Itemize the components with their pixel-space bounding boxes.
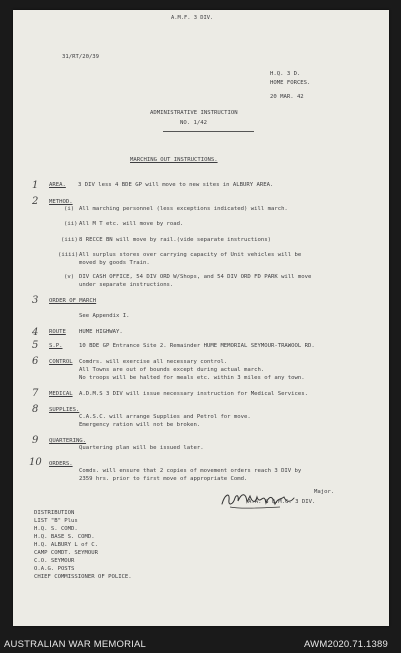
- para-number-10: 10: [29, 457, 42, 468]
- distribution-item: H.Q. ALBURY L of C.: [34, 542, 98, 548]
- order-of-march-label: ORDER OF MARCH: [49, 298, 97, 304]
- distribution-item: CAMP COMDT. SEYMOUR: [34, 550, 98, 556]
- distribution-item: C.O. SEYMOUR: [34, 558, 75, 564]
- sp-text: 10 BDE GP Entrance Site 2. Remainder HUME MEMORIAL SEYMOUR-TRAWOOL RD.: [79, 343, 315, 349]
- section-title: MARCHING OUT INSTRUCTIONS.: [130, 157, 218, 163]
- method-ii-text: All M T etc. will move by road.: [79, 221, 184, 227]
- method-v-num: (v): [64, 274, 75, 280]
- route-label: ROUTE: [49, 329, 66, 335]
- distribution-item: LIST "B" Plus: [34, 518, 78, 524]
- method-iii-text: 8 RECCE BN will move by rail.(vide separate instructions): [79, 237, 271, 243]
- signature-title: A.A. & Q.M.G. 3 DIV.: [248, 499, 316, 505]
- order-of-march-text: See Appendix I.: [79, 313, 130, 319]
- method-i-text: All marching personnel (less exceptions indicated) will march.: [79, 206, 288, 212]
- control-text-1: Comdrs. will exercise all necessary control.: [79, 359, 228, 365]
- supplies-text-2: Emergency ration will not be broken.: [79, 422, 201, 428]
- distribution-item: O.A.G. POSTS: [34, 566, 75, 572]
- area-label: AREA.: [49, 182, 66, 188]
- orders-text-2: 2359 hrs. prior to first move of appropriate Comd.: [79, 476, 248, 482]
- distribution-item: CHIEF COMMISSIONER OF POLICE.: [34, 574, 132, 580]
- medical-label: MEDICAL: [49, 391, 73, 397]
- distribution-item: H.Q. S. COMD.: [34, 526, 78, 532]
- method-iiii-text-1: All surplus stores over carrying capacity of Unit vehicles will be: [79, 252, 302, 258]
- reference-number: 31/RT/20/39: [62, 54, 100, 60]
- method-iiii-text-2: moved by goods Train.: [79, 260, 150, 266]
- quartering-text: Quartering plan will be issued later.: [79, 445, 204, 451]
- quartering-label: QUARTERING.: [49, 438, 87, 444]
- sp-label: S.P.: [49, 343, 63, 349]
- supplies-text-1: C.A.S.C. will arrange Supplies and Petrol for move.: [79, 414, 251, 420]
- control-label: CONTROL: [49, 359, 73, 365]
- control-text-2: All Towns are out of bounds except during actual march.: [79, 367, 265, 373]
- para-number-5: 5: [32, 340, 39, 351]
- method-ii-num: (ii): [64, 221, 78, 227]
- para-number-4: 4: [32, 327, 39, 338]
- supplies-label: SUPPLIES.: [49, 407, 80, 413]
- footer-institution: AUSTRALIAN WAR MEMORIAL: [4, 639, 147, 650]
- para-number-1: 1: [32, 180, 39, 191]
- method-iiii-num: (iiii): [58, 252, 79, 258]
- distribution-heading: DISTRIBUTION: [34, 510, 75, 516]
- header-title: A.M.F. 3 DIV.: [171, 15, 214, 21]
- area-text: 3 DIV less 4 BDE GP will move to new sites in ALBURY AREA.: [78, 182, 274, 188]
- signature-rank: Major.: [314, 489, 335, 495]
- para-number-3: 3: [32, 295, 39, 306]
- method-v-text-1: DIV CASH OFFICE, 54 DIV ORD W/Shops, and 54 DIV ORD FD PARK will move: [79, 274, 312, 280]
- para-number-7: 7: [32, 388, 39, 399]
- para-number-6: 6: [32, 356, 39, 367]
- hq-line: H.Q. 3 D.: [270, 71, 301, 77]
- distribution-item: H.Q. BASE S. COMD.: [34, 534, 95, 540]
- para-number-8: 8: [32, 404, 39, 415]
- doc-title-line-1: ADMINISTRATIVE INSTRUCTION: [150, 110, 238, 116]
- document-page: [13, 10, 389, 626]
- title-underline: [163, 131, 254, 132]
- para-number-2: 2: [32, 196, 39, 207]
- orders-label: ORDERS.: [49, 461, 73, 467]
- medical-text: A.D.M.S 3 DIV will issue necessary instruction for Medical Services.: [79, 391, 309, 397]
- method-iii-num: (iii): [61, 237, 78, 243]
- method-label: METHOD.: [49, 199, 73, 205]
- footer-accession-number: AWM2020.71.1389: [304, 639, 388, 650]
- para-number-9: 9: [32, 435, 39, 446]
- doc-title-line-2: NO. 1/42: [180, 120, 207, 126]
- control-text-3: No troops will be halted for meals etc. within 3 miles of any town.: [79, 375, 305, 381]
- method-i-num: (i): [64, 206, 75, 212]
- route-text: HUME HIGHWAY.: [79, 329, 123, 335]
- document-date: 20 MAR. 42: [270, 94, 304, 100]
- forces-line: HOME FORCES.: [270, 80, 311, 86]
- method-v-text-2: under separate instructions.: [79, 282, 174, 288]
- orders-text-1: Comds. will ensure that 2 copies of movement orders reach 3 DIV by: [79, 468, 302, 474]
